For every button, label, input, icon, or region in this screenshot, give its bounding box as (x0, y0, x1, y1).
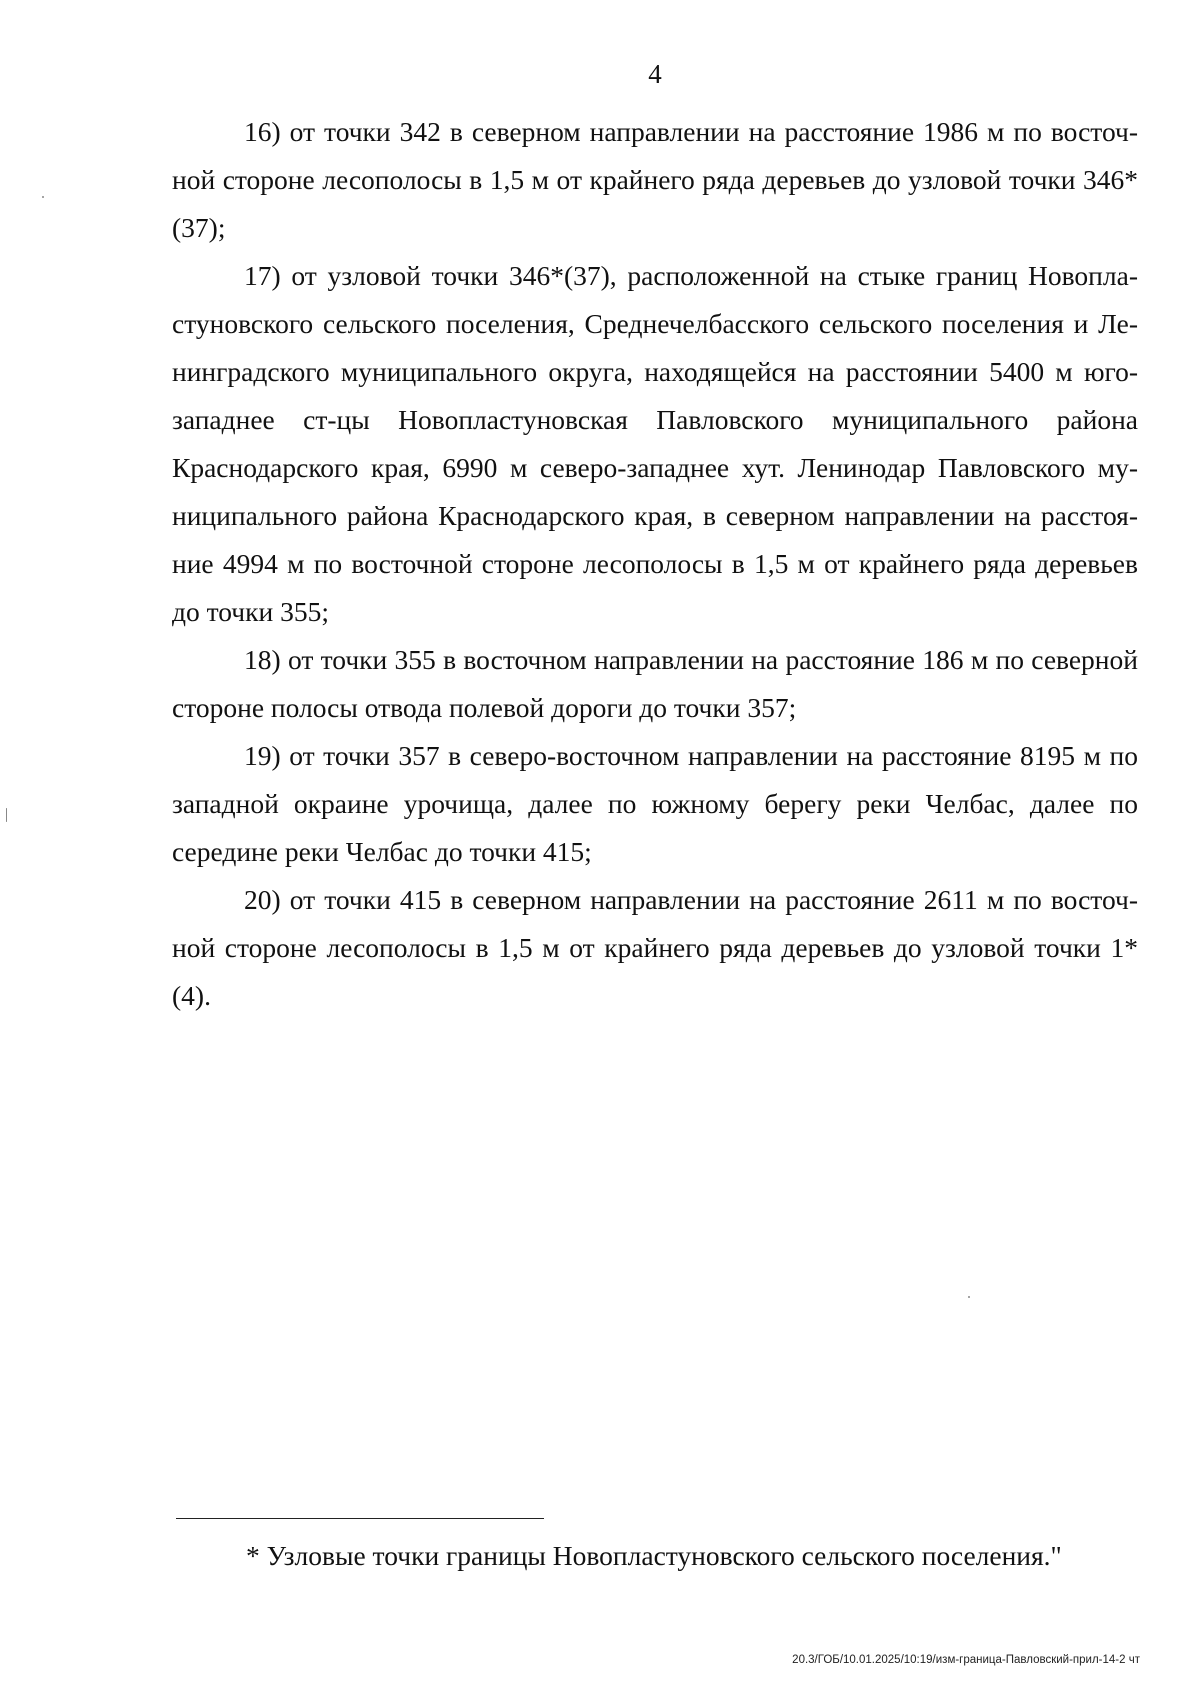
scan-speck (968, 1296, 970, 1298)
paragraph-17: 17) от узловой точки 346*(37), расположенной на стыке границ Новопластуновского сельского поселения, Среднечелбасского сельского поселения и Ленинградского муниципального округа, находящейся на расстоянии 5400 м юго-западнее ст-цы Новопластуновская Павловского муниципального района Краснодарского края, 6990 м северо-западнее хут. Ленинодар Павловского муниципального района Краснодарского края, в северном направлении на расстояние 4994 м по восточной стороне лесополосы в 1,5 м от крайнего ряда деревьев до точки 355; (172, 260, 1138, 627)
scan-speck (42, 196, 44, 198)
footnote-divider (176, 1518, 544, 1519)
page-number: 4 (648, 59, 662, 89)
paragraph-19: 19) от точки 357 в северо-восточном направлении на расстояние 8195 м по западной окраине урочища, далее по южному берегу реки Челбас, далее по середине реки Челбас до точки 415; (172, 740, 1138, 867)
document-reference: 20.3/ГОБ/10.01.2025/10:19/изм-граница-Павловский-прил-14-2 чт (792, 1654, 1140, 1666)
paragraph-16: 16) от точки 342 в северном направлении на расстояние 1986 м по восточной стороне лесополосы в 1,5 м от крайнего ряда деревьев до узловой точки 346*(37); (172, 116, 1138, 243)
document-body (172, 108, 1138, 1020)
scan-speck (6, 808, 7, 822)
paragraph-20: 20) от точки 415 в северном направлении на расстояние 2611 м по восточной стороне лесополосы в 1,5 м от крайнего ряда деревьев до узловой точки 1*(4). (172, 884, 1138, 1011)
footnote: * Узловые точки границы Новопластуновского сельского поселения." (246, 1540, 1062, 1571)
paragraph-18: 18) от точки 355 в восточном направлении на расстояние 186 м по северной стороне полосы отвода полевой дороги до точки 357; (172, 644, 1138, 723)
